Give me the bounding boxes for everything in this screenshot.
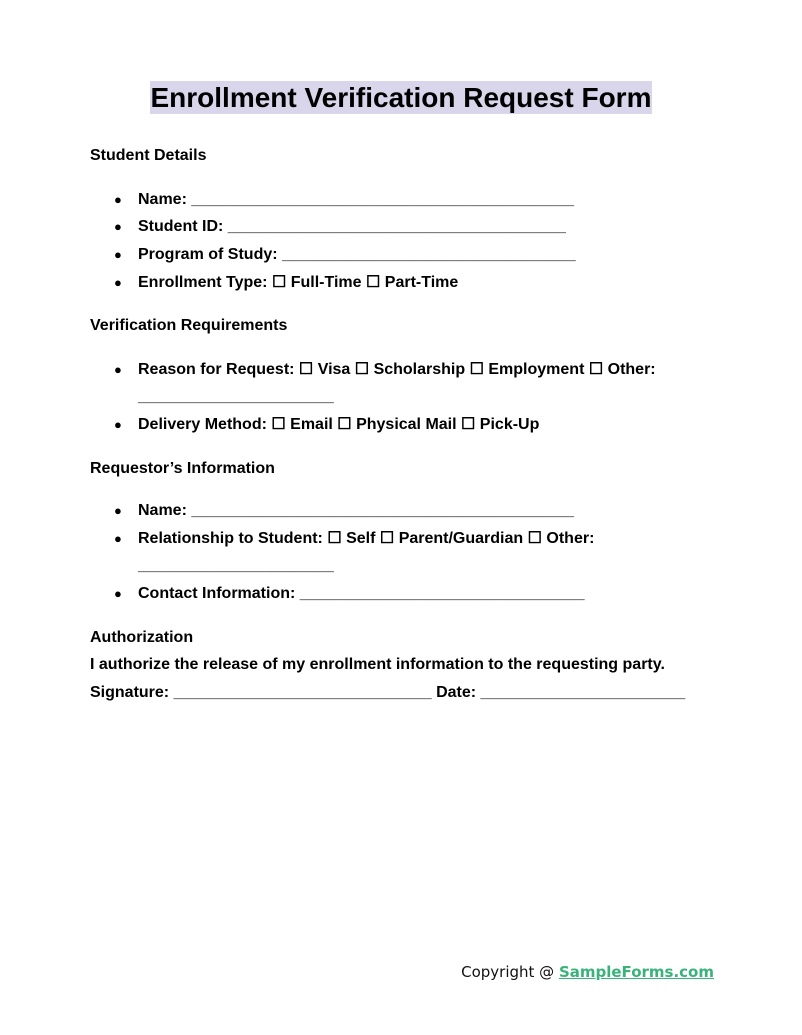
list-item: [90, 529, 730, 584]
copyright-footer: [461, 963, 714, 981]
verification-list: [90, 360, 730, 443]
authorization-heading: Authorization: [90, 629, 194, 646]
delivery-method-options[interactable]: Delivery Method: ☐ Email ☐ Physical Mail ☐ Pick-Up: [138, 416, 540, 433]
reason-other-field[interactable]: ______________________: [138, 388, 334, 405]
bullet-icon: ●: [114, 219, 122, 234]
student-details-heading: Student Details: [90, 147, 207, 164]
enrollment-type-options[interactable]: Enrollment Type: ☐ Full-Time ☐ Part-Time: [138, 274, 459, 291]
student-details-list: [90, 190, 730, 301]
bullet-icon: ●: [114, 417, 122, 432]
bullet-icon: ●: [114, 503, 122, 518]
contact-information-field[interactable]: Contact Information: ________________________________: [138, 585, 585, 602]
list-item: [90, 584, 730, 612]
bullet-icon: ●: [114, 531, 122, 546]
relationship-options[interactable]: Relationship to Student: ☐ Self ☐ Parent/Guardian ☐ Other:: [138, 530, 595, 547]
requestor-list: [90, 501, 730, 612]
page-title: Enrollment Verification Request Form: [150, 82, 652, 113]
list-item: [90, 190, 730, 217]
requestor-name-field[interactable]: Name: ___________________________________________: [138, 502, 574, 519]
program-of-study-field[interactable]: Program of Study: _________________________________: [138, 246, 576, 263]
requestor-heading: Requestor’s Information: [90, 460, 275, 477]
bullet-icon: ●: [114, 247, 122, 262]
bullet-icon: ●: [114, 362, 122, 377]
verification-heading: Verification Requirements: [90, 317, 288, 334]
bullet-icon: ●: [114, 586, 122, 601]
list-item: [90, 273, 730, 301]
bullet-icon: ●: [114, 192, 122, 207]
list-item: [90, 217, 730, 245]
student-name-field[interactable]: Name: ___________________________________________: [138, 191, 574, 208]
reason-for-request-options[interactable]: Reason for Request: ☐ Visa ☐ Scholarship ☐ Employment ☐ Other:: [138, 361, 656, 378]
list-item: [90, 501, 730, 529]
authorization-statement: I authorize the release of my enrollment information to the requesting party.: [90, 656, 665, 673]
list-item: [90, 415, 730, 443]
student-id-field[interactable]: Student ID: ______________________________________: [138, 218, 566, 235]
bullet-icon: ●: [114, 275, 122, 290]
title-wrap: [0, 81, 802, 114]
list-item: [90, 245, 730, 273]
sampleforms-link[interactable]: SampleForms.com: [558, 963, 714, 981]
relationship-other-field[interactable]: ______________________: [138, 557, 334, 574]
list-item: [90, 360, 730, 415]
signature-date-field[interactable]: Signature: _____________________________ Date: _______________________: [90, 684, 686, 701]
copyright-text: Copyright @: [461, 963, 559, 981]
